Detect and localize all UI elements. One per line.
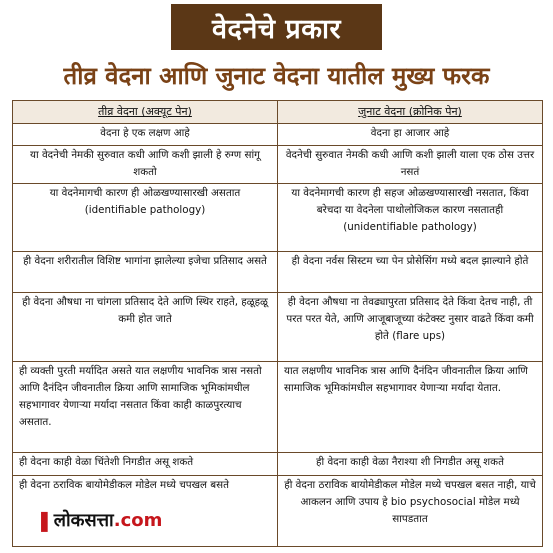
table-cell-chronic: ही वेदना ठराविक बायोमेडीकल मोडेल मध्ये चपखल बसत नाही, याचे आकलन आणि उपाय हे bio psychosocial मोडेल मध्ये सापडतात bbox=[278, 475, 543, 546]
table-header-row bbox=[13, 101, 543, 124]
table-cell-chronic: ही वेदना काही वेळा नैराश्या शी निगडीत असू शकते bbox=[278, 453, 543, 475]
table-cell-chronic: वेदना हा आजार आहे bbox=[278, 124, 543, 145]
table-row bbox=[13, 124, 543, 145]
logo-mark-icon: ❚ bbox=[36, 508, 53, 532]
column-header-acute: तीव्र वेदना (अक्यूट पेन) bbox=[13, 101, 278, 124]
table-cell-acute: या वेदनेची नेमकी सुरुवात कधी आणि कशी झाली हे रुग्ण सांगू शकतो bbox=[13, 145, 278, 184]
loksatta-logo bbox=[36, 509, 162, 531]
table-cell-acute: या वेदनेमागची कारण ही ओळखण्यासारखी असतात (identifiable pathology) bbox=[13, 184, 278, 252]
table-cell-chronic: वेदनेची सुरुवात नेमकी कधी आणि कशी झाली याला एक ठोस उत्तर नसतं bbox=[278, 145, 543, 184]
logo-domain: .com bbox=[113, 509, 163, 531]
table-cell-acute: ही वेदना ठराविक बायोमेडीकल मोडेल मध्ये चपखल बसते bbox=[13, 475, 278, 546]
table-cell-acute: वेदना हे एक लक्षण आहे bbox=[13, 124, 278, 145]
table-cell-acute: ही वेदना काही वेळा चिंतेशी निगडीत असू शकते bbox=[13, 453, 278, 475]
table-cell-chronic: ही वेदना नर्वस सिस्टम च्या पेन प्रोसेसिंग मध्ये बदल झाल्याने होते bbox=[278, 252, 543, 293]
table-row bbox=[13, 292, 543, 361]
table-row bbox=[13, 252, 543, 293]
table-row bbox=[13, 362, 543, 453]
column-header-chronic: जुनाट वेदना (क्रोनिक पेन) bbox=[278, 101, 543, 124]
table-cell-acute: ही वेदना औषधा ना चांगला प्रतिसाद देते आणि स्थिर राहते, हळूहळू कमी होत जाते bbox=[13, 292, 278, 361]
table-cell-chronic: या वेदनेमागची कारण ही सहज ओळखण्यासारखी नसतात, किंवा बरेचदा या वेदनेला पाथोलोजिकल कारण नसतातही (unidentifiable pathology) bbox=[278, 184, 543, 252]
page-title-banner bbox=[171, 4, 382, 50]
page-subtitle: तीव्र वेदना आणि जुनाट वेदना यातील मुख्य फरक bbox=[63, 62, 490, 90]
table-row bbox=[13, 184, 543, 252]
table-row bbox=[13, 453, 543, 475]
logo-name: लोकसत्ता bbox=[53, 510, 114, 531]
table-cell-chronic: ही वेदना औषधा ना तेवढ्यापुरता प्रतिसाद देते किंवा देतच नाही, ती परत परत येते, आणि आजूबाजूच्या कंटेक्स्ट नुसार वाढते किंवा कमी होते (flare ups) bbox=[278, 292, 543, 361]
page-title: वेदनेचे प्रकार bbox=[211, 13, 341, 45]
table-cell-acute: ही वेदना शरीरातील विशिष्ट भागांना झालेल्या इजेचा प्रतिसाद असते bbox=[13, 252, 278, 293]
table-row bbox=[13, 145, 543, 184]
table-cell-acute: ही व्यक्ती पुरती मर्यादित असते यात लक्षणीय भावनिक त्रास नसतो आणि दैनंदिन जीवनातील क्रिया आणि सामाजिक भूमिकांमधील सहभागावर येणाऱ्या मर्यादा नसतात किंवा काही काळपुरत्याच असतात. bbox=[13, 362, 278, 453]
comparison-table bbox=[12, 100, 543, 547]
table-cell-chronic: यात लक्षणीय भावनिक त्रास आणि दैनंदिन जीवनातील क्रिया आणि सामाजिक भूमिकांमधील सहभागावर येणाऱ्या मर्यादा येतात. bbox=[278, 362, 543, 453]
